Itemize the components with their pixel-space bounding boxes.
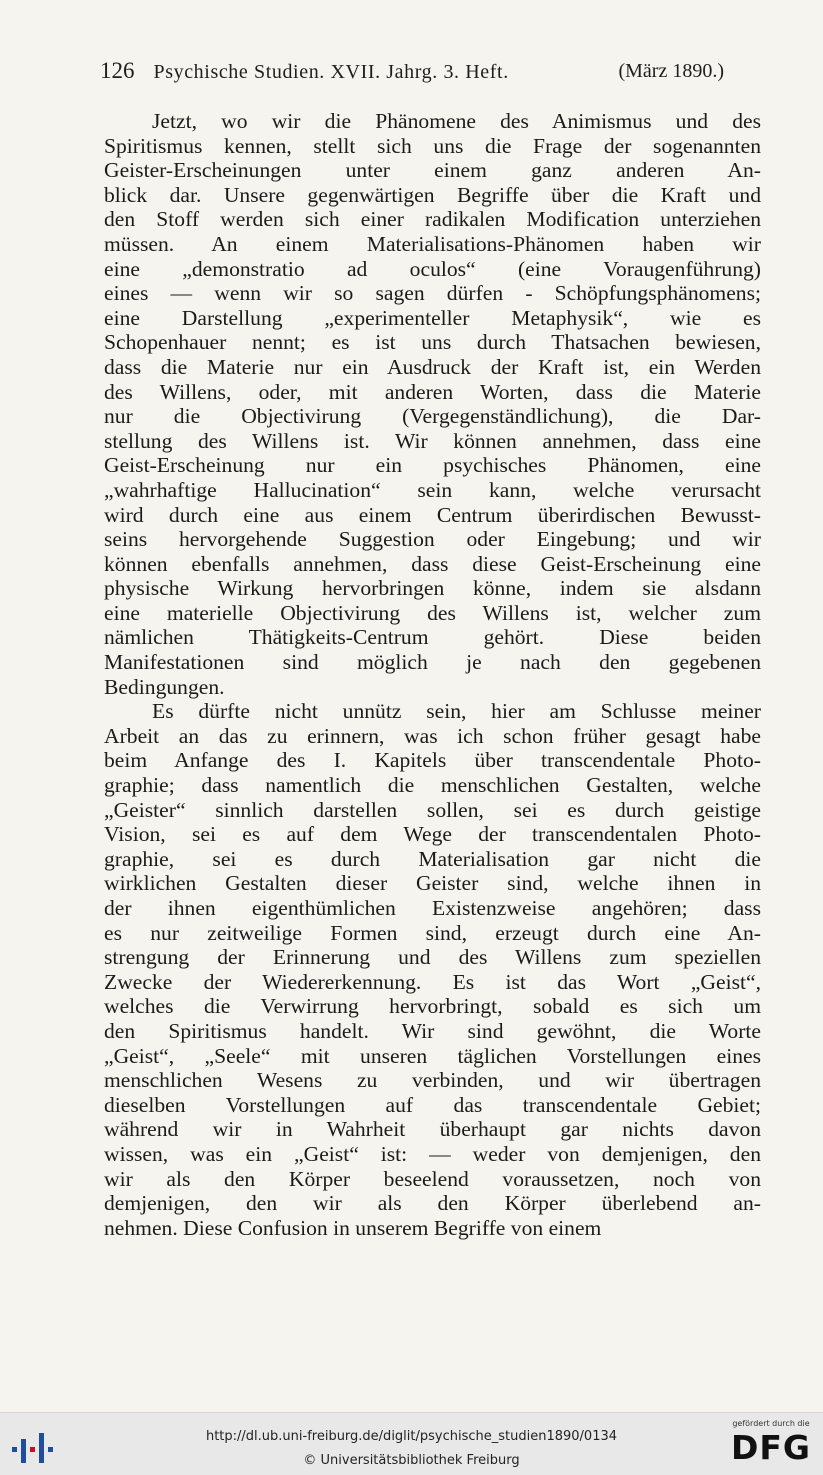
text-line: physische Wirkung hervorbringen könne, indem sie alsdann	[104, 576, 761, 601]
text-line: Arbeit an das zu erinnern, was ich schon früher gesagt habe	[104, 723, 761, 748]
text-line: eine „demonstratio ad oculos“ (eine Voraugenführung)	[104, 256, 761, 281]
text-line: seins hervorgehende Suggestion oder Eingebung; und wir	[104, 527, 761, 552]
text-line: Geist-Erscheinung nur ein psychisches Phänomen, eine	[104, 453, 761, 478]
text-line: Es dürfte nicht unnütz sein, hier am Schlusse meiner	[152, 699, 761, 724]
page-number: 126	[100, 58, 135, 83]
text-line: graphie, sei es durch Materialisation gar nicht die	[104, 846, 761, 871]
text-line: „wahrhaftige Hallucination“ sein kann, welche verursacht	[104, 477, 761, 502]
text-line: wissen, was ein „Geist“ ist: — weder von demjenigen, den	[104, 1141, 761, 1166]
text-line: eine materielle Objectivirung des Willens ist, welcher zum	[104, 600, 761, 625]
text-line: menschlichen Wesens zu verbinden, und wir übertragen	[104, 1068, 761, 1093]
text-line: nehmen. Diese Confusion in unserem Begriffe von einem	[104, 1215, 602, 1240]
permalink-url[interactable]: http://dl.ub.uni-freiburg.de/diglit/psychische_studien1890/0134	[205, 1429, 618, 1444]
text-line: nur die Objectivirung (Vergegenständlichung), die Dar-	[104, 404, 761, 429]
text-line: welches die Verwirrung hervorbringt, sobald es sich um	[104, 994, 761, 1019]
text-line: Manifestationen sind möglich je nach den gegebenen	[104, 650, 761, 675]
text-line: während wir in Wahrheit überhaupt gar nichts davon	[104, 1117, 761, 1142]
text-line: es nur zeitweilige Formen sind, erzeugt durch eine An-	[104, 920, 761, 945]
running-title: Psychische Studien. XVII. Jahrg. 3. Heft.	[153, 61, 509, 83]
text-line: graphie; dass namentlich die menschlichen Gestalten, welche	[104, 773, 761, 798]
text-line: können ebenfalls annehmen, dass diese Geist-Erscheinung eine	[104, 551, 761, 576]
text-line: der ihnen eigenthümlichen Existenzweise angehören; dass	[104, 896, 761, 920]
text-line: „Geist“, „Seele“ mit unseren täglichen Vorstellungen eines	[104, 1043, 761, 1068]
text-line: Vision, sei es auf dem Wege der transcendentalen Photo-	[104, 822, 761, 847]
dfg-logo	[729, 1419, 813, 1471]
text-line: Zwecke der Wiedererkennung. Es ist das Wort „Geist“,	[104, 969, 761, 994]
running-header	[100, 58, 730, 84]
text-line: strengung der Erinnerung und des Willens zum speziellen	[104, 945, 761, 970]
text-line: Jetzt, wo wir die Phänomene des Animismus und des	[152, 109, 761, 133]
dfg-support-text: gefördert durch die	[732, 1419, 810, 1428]
text-line: Geister-Erscheinungen unter einem ganz anderen An-	[104, 158, 761, 183]
text-line: wirklichen Gestalten dieser Geister sind, welche ihnen in	[104, 871, 761, 896]
text-line: wird durch eine aus einem Centrum überirdischen Bewusst-	[104, 502, 761, 527]
text-line: dieselben Vorstellungen auf das transcendentale Gebiet;	[104, 1092, 761, 1117]
text-line: müssen. An einem Materialisations-Phänomen haben wir	[104, 231, 761, 256]
text-line: nämlichen Thätigkeits-Centrum gehört. Diese beiden	[104, 625, 761, 650]
text-line: Spiritismus kennen, stellt sich uns die Frage der sogenannten	[104, 133, 761, 158]
text-line: eines — wenn wir so sagen dürfen - Schöpfungsphänomens;	[104, 281, 761, 306]
text-line: Bedingungen.	[104, 674, 225, 699]
text-line: den Stoff werden sich einer radikalen Modification unterziehen	[104, 207, 761, 232]
dfg-mark: DFG	[730, 1428, 812, 1467]
text-line: „Geister“ sinnlich darstellen sollen, sei es durch geistige	[104, 797, 761, 822]
text-line: blick dar. Unsere gegenwärtigen Begriffe über die Kraft und	[104, 182, 761, 207]
text-line: wir als den Körper beseelend voraussetzen, noch von	[104, 1166, 761, 1191]
text-line: eine Darstellung „experimenteller Metaphysik“, wie es	[104, 305, 761, 330]
text-line: demjenigen, den wir als den Körper überlebend an-	[104, 1191, 761, 1216]
copyright-notice: © Universitätsbibliothek Freiburg	[303, 1453, 520, 1468]
text-line: stellung des Willens ist. Wir können annehmen, dass eine	[104, 428, 761, 453]
text-line: des Willens, oder, mit anderen Worten, dass die Materie	[104, 379, 761, 404]
text-line: den Spiritismus handelt. Wir sind gewöhnt, die Worte	[104, 1018, 761, 1043]
text-line: Schopenhauer nennt; es ist uns durch Thatsachen bewiesen,	[104, 330, 761, 355]
issue-date: (März 1890.)	[618, 60, 724, 82]
text-line: dass die Materie nur ein Ausdruck der Kraft ist, ein Werden	[104, 354, 761, 379]
viewer-footer	[0, 1412, 823, 1475]
text-line: beim Anfange des I. Kapitels über transcendentale Photo-	[104, 748, 761, 773]
body-text	[104, 109, 761, 1240]
